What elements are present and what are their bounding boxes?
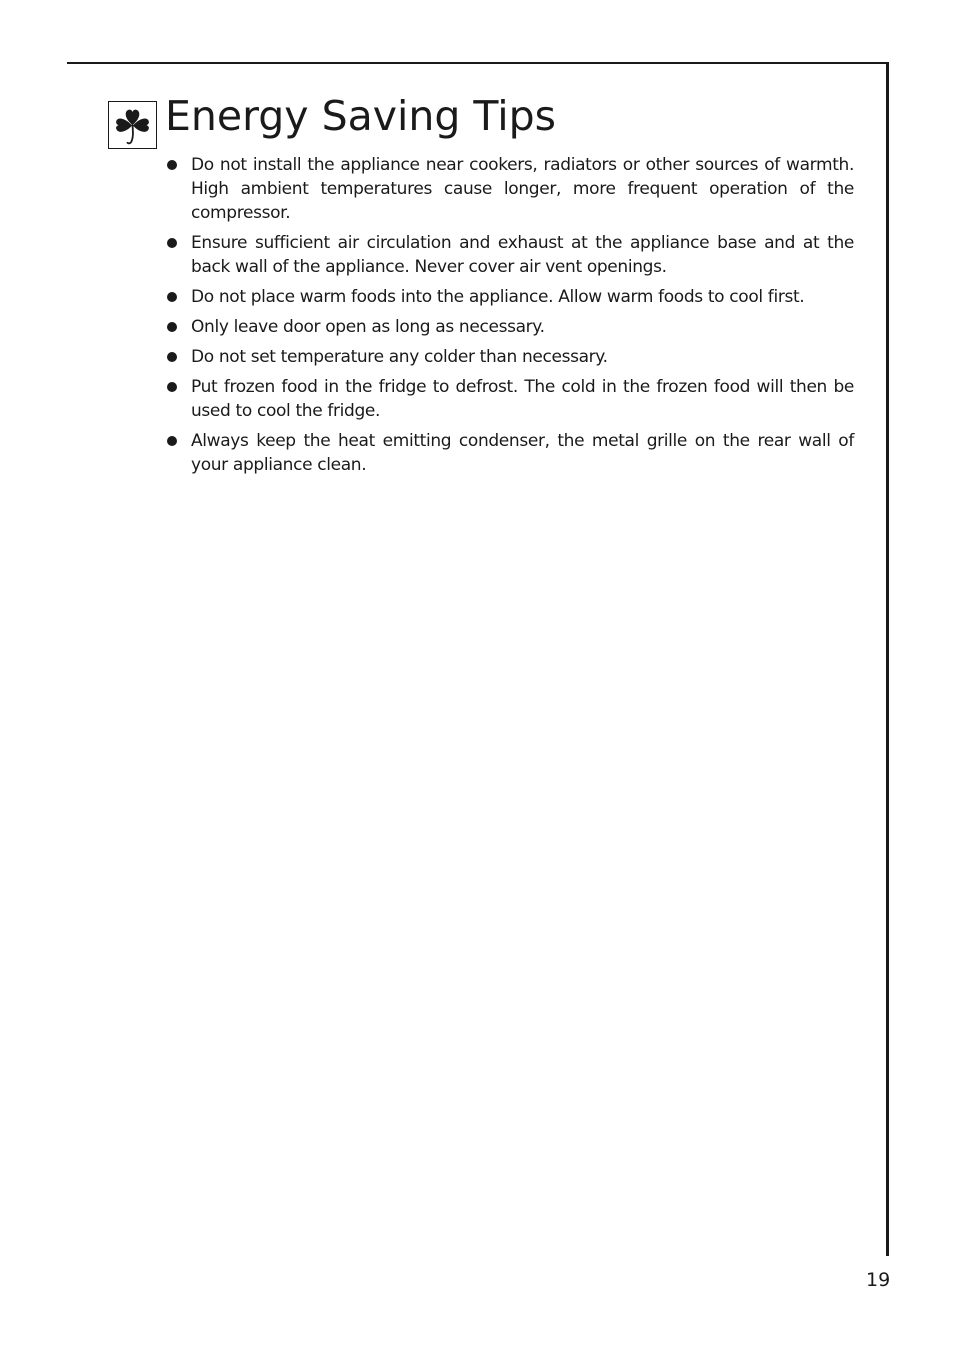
page-title: Energy Saving Tips [165,92,556,140]
bullet-icon [167,292,177,302]
page-number: 19 [866,1269,891,1291]
list-item [164,315,854,339]
tips-list [164,153,854,483]
list-item [164,375,854,423]
list-item [164,153,854,225]
bullet-icon [167,322,177,332]
list-item [164,345,854,369]
tip-text: Do not install the appliance near cookers, radiators or other sources of warmth. High ambient temperatures cause longer, more frequent operation of the compressor. [191,155,854,223]
tip-text: Put frozen food in the fridge to defrost. The cold in the frozen food will then be used to cool the fridge. [191,377,854,421]
bullet-icon [167,436,177,446]
tip-text: Ensure sufficient air circulation and exhaust at the appliance base and at the back wall of the appliance. Never cover air vent openings. [191,233,854,277]
bullet-icon [167,160,177,170]
right-rule [886,62,889,1256]
bullet-icon [167,382,177,392]
clover-icon [108,101,157,149]
list-item [164,285,854,309]
bullet-icon [167,238,177,248]
top-rule [67,62,889,64]
list-item [164,231,854,279]
bullet-icon [167,352,177,362]
tip-text: Only leave door open as long as necessary. [191,317,545,337]
tip-text: Do not place warm foods into the appliance. Allow warm foods to cool first. [191,287,805,307]
tip-text: Always keep the heat emitting condenser, the metal grille on the rear wall of your appliance clean. [191,431,854,475]
list-item [164,429,854,477]
tip-text: Do not set temperature any colder than necessary. [191,347,608,367]
